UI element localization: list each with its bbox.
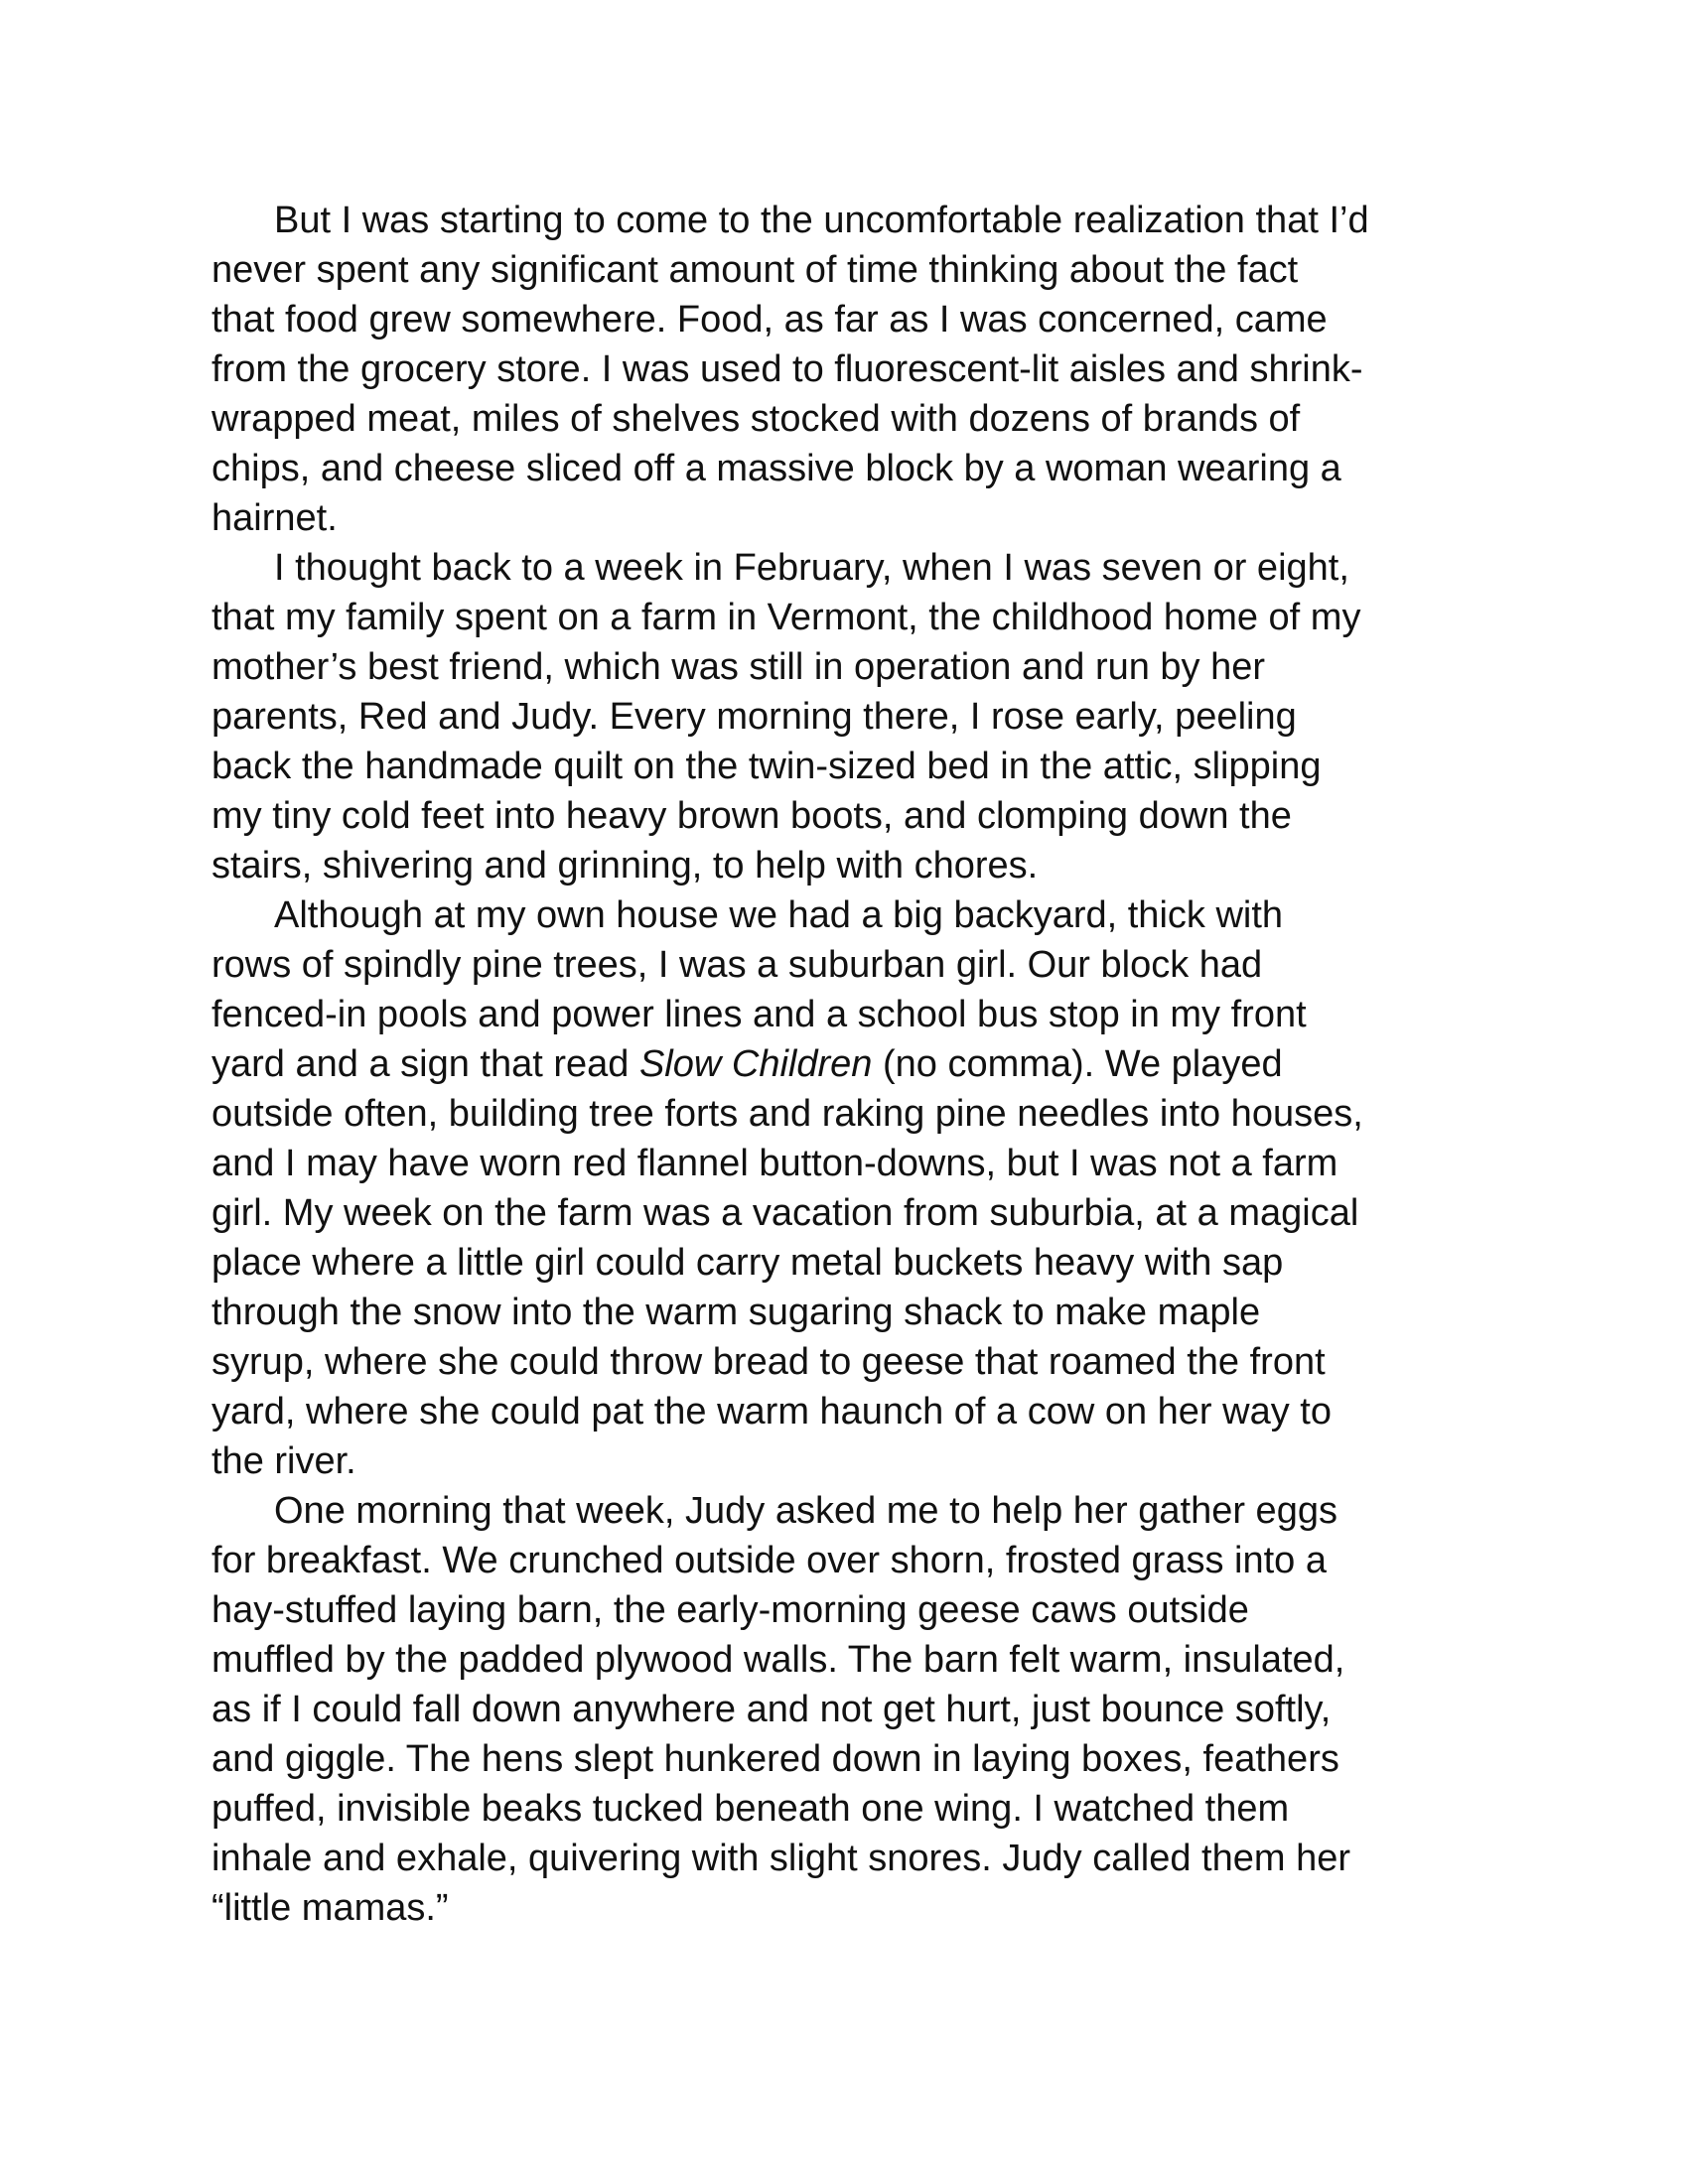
text-line: inhale and exhale, quivering with slight snores. Judy called them her xyxy=(211,1838,1350,1879)
italic-sign-text: Slow Children xyxy=(638,1043,873,1085)
text-line: fenced-in pools and power lines and a school bus stop in my front xyxy=(211,994,1307,1035)
text-line: mother’s best friend, which was still in operation and run by her xyxy=(211,646,1266,688)
paragraph-3 xyxy=(211,890,1502,1486)
text-line-with-italic xyxy=(211,1039,1502,1089)
text-line: muffled by the padded plywood walls. The barn felt warm, insulated, xyxy=(211,1639,1345,1681)
text-line: parents, Red and Judy. Every morning there, I rose early, peeling xyxy=(211,696,1297,738)
text-line: puffed, invisible beaks tucked beneath one wing. I watched them xyxy=(211,1788,1290,1830)
text-line: rows of spindly pine trees, I was a suburban girl. Our block had xyxy=(211,944,1263,986)
text-segment: (no comma). We played xyxy=(872,1043,1283,1085)
text-line: outside often, building tree forts and raking pine needles into houses, xyxy=(211,1093,1363,1135)
text-line: wrapped meat, miles of shelves stocked with dozens of brands of xyxy=(211,398,1301,440)
text-line: never spent any significant amount of time thinking about the fact xyxy=(211,249,1299,291)
text-line: Although at my own house we had a big backyard, thick with xyxy=(274,894,1284,936)
text-line: hay-stuffed laying barn, the early-morning geese caws outside xyxy=(211,1589,1249,1631)
paragraph-4 xyxy=(211,1486,1502,1933)
text-line: my tiny cold feet into heavy brown boots, and clomping down the xyxy=(211,795,1292,837)
text-line: place where a little girl could carry metal buckets heavy with sap xyxy=(211,1242,1284,1284)
text-line: from the grocery store. I was used to fluorescent-lit aisles and shrink- xyxy=(211,348,1363,390)
text-segment: yard and a sign that read xyxy=(211,1043,639,1085)
text-line: stairs, shivering and grinning, to help with chores. xyxy=(211,845,1039,887)
text-line: “little mamas.” xyxy=(211,1887,449,1929)
text-line: as if I could fall down anywhere and not get hurt, just bounce softly, xyxy=(211,1689,1332,1730)
paragraph-1 xyxy=(211,196,1502,543)
body-text xyxy=(211,196,1502,1933)
text-line: and giggle. The hens slept hunkered down in laying boxes, feathers xyxy=(211,1738,1339,1780)
text-line: But I was starting to come to the uncomfortable realization that I’d xyxy=(274,200,1369,241)
text-line: and I may have worn red flannel button-downs, but I was not a farm xyxy=(211,1143,1338,1184)
text-line: yard, where she could pat the warm haunch of a cow on her way to xyxy=(211,1391,1332,1433)
text-line: I thought back to a week in February, when I was seven or eight, xyxy=(274,547,1349,589)
text-line: through the snow into the warm sugaring shack to make maple xyxy=(211,1292,1261,1333)
text-line: girl. My week on the farm was a vacation from suburbia, at a magical xyxy=(211,1192,1359,1234)
text-line: back the handmade quilt on the twin-sized bed in the attic, slipping xyxy=(211,746,1322,787)
text-line: hairnet. xyxy=(211,497,338,539)
text-line: for breakfast. We crunched outside over shorn, frosted grass into a xyxy=(211,1540,1327,1581)
text-line: that my family spent on a farm in Vermont, the childhood home of my xyxy=(211,597,1361,638)
paragraph-2 xyxy=(211,543,1502,890)
text-line: the river. xyxy=(211,1440,356,1482)
text-line: that food grew somewhere. Food, as far as I was concerned, came xyxy=(211,299,1328,341)
text-line: chips, and cheese sliced off a massive block by a woman wearing a xyxy=(211,448,1341,489)
text-line: One morning that week, Judy asked me to help her gather eggs xyxy=(274,1490,1337,1532)
text-line: syrup, where she could throw bread to geese that roamed the front xyxy=(211,1341,1326,1383)
